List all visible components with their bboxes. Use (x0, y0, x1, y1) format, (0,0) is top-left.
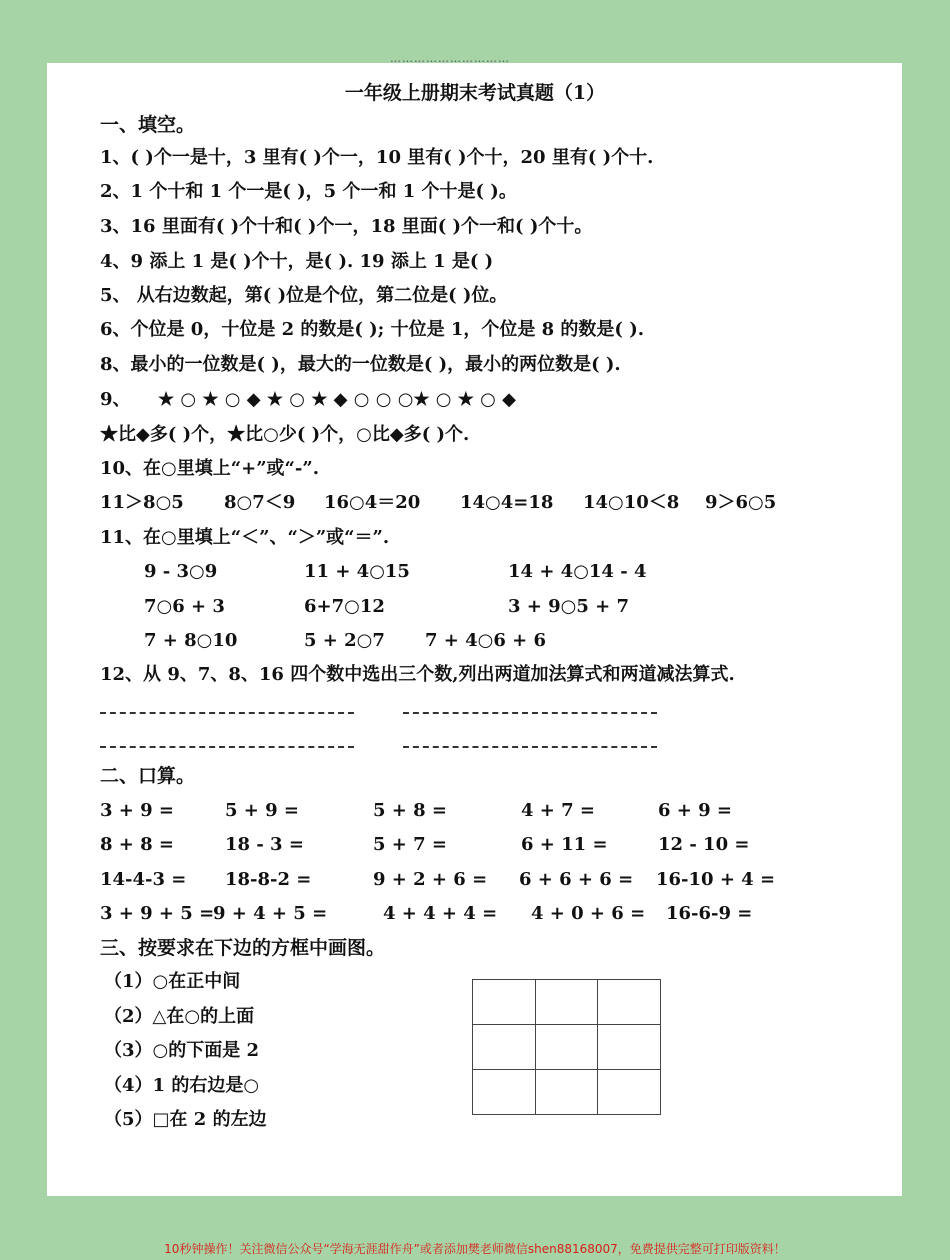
header-scrap: ………………………… (390, 52, 510, 65)
oral-item: 9 + 2 + 6 = (373, 869, 488, 890)
grid-cell (473, 980, 536, 1025)
oral-item: 6 + 6 + 6 = (519, 869, 634, 890)
draw-instruction-2: （2）△在○的上面 (104, 1006, 255, 1027)
answer-line (100, 712, 354, 714)
grid-cell (473, 1070, 536, 1115)
oral-item: 3 + 9 + 5 = (100, 903, 215, 924)
answer-line (403, 712, 657, 714)
q10-item: 11＞8○5 (100, 492, 184, 513)
q11-prompt: 11、在○里填上“＜”、“＞”或“＝”. (100, 527, 390, 548)
section-heading-fill: 一、填空。 (100, 114, 196, 136)
promo-footer: 10秒钟操作！关注微信公众号“学海无涯甜作舟”或者添加樊老师微信shen88168007，免费提供完整可打印版资料！ (164, 1242, 786, 1256)
grid-cell (536, 1025, 599, 1070)
grid-cell (536, 1070, 599, 1115)
oral-item: 6 + 11 = (521, 834, 608, 855)
q11-item: 7○6 + 3 (144, 596, 225, 617)
oral-item: 4 + 7 = (521, 800, 596, 821)
q10-item: 8○7＜9 (224, 492, 296, 513)
oral-item: 16-10 + 4 = (656, 869, 776, 890)
grid-cell (598, 1025, 661, 1070)
section-heading-draw: 三、按要求在下边的方框中画图。 (100, 937, 386, 959)
oral-item: 5 + 7 = (373, 834, 448, 855)
draw-instruction-1: （1）○在正中间 (104, 971, 241, 992)
q9-shape-sequence: ★ ○ ★ ○ ◆ ★ ○ ★ ◆ ○ ○ ○★ ○ ★ ○ ◆ (158, 389, 516, 410)
oral-item: 4 + 4 + 4 = (383, 903, 498, 924)
q9-question: ★比◆多( )个，★比○少( )个，○比◆多( )个. (100, 424, 470, 445)
q9-number: 9、 (100, 389, 131, 410)
grid-cell (473, 1025, 536, 1070)
answer-line (403, 746, 657, 748)
q10-item: 14○10＜8 (583, 492, 680, 513)
q11-item: 9 - 3○9 (144, 561, 218, 582)
oral-item: 18-8-2 = (225, 869, 312, 890)
answer-line (100, 746, 354, 748)
page-title: 一年级上册期末考试真题（1） (344, 82, 606, 104)
oral-item: 5 + 9 = (225, 800, 300, 821)
oral-item: 3 + 9 = (100, 800, 175, 821)
oral-item: 16-6-9 = (666, 903, 753, 924)
fill-question-6: 6、个位是 0，十位是 2 的数是( ); 十位是 1，个位是 8 的数是( ). (100, 319, 644, 340)
q11-item: 3 + 9○5 + 7 (508, 596, 630, 617)
grid-cell (598, 980, 661, 1025)
oral-item: 9 + 4 + 5 = (213, 903, 328, 924)
grid-cell (598, 1070, 661, 1115)
oral-item: 18 - 3 = (225, 834, 304, 855)
oral-item: 5 + 8 = (373, 800, 448, 821)
q10-item: 16○4＝20 (324, 492, 421, 513)
grid-cell (536, 980, 599, 1025)
draw-instruction-3: （3）○的下面是 2 (104, 1040, 260, 1061)
q10-prompt: 10、在○里填上“+”或“-”. (100, 458, 319, 479)
oral-item: 12 - 10 = (658, 834, 750, 855)
oral-item: 6 + 9 = (658, 800, 733, 821)
oral-item: 14-4-3 = (100, 869, 187, 890)
q11-item: 11 + 4○15 (304, 561, 410, 582)
section-heading-oral: 二、口算。 (100, 765, 196, 787)
q11-item: 7 + 8○10 (144, 630, 238, 651)
q11-item: 5 + 2○7 (304, 630, 385, 651)
q10-item: 14○4=18 (460, 492, 554, 513)
q10-item: 9＞6○5 (705, 492, 777, 513)
q12-prompt: 12、从 9、7、8、16 四个数中选出三个数,列出两道加法算式和两道减法算式. (100, 664, 735, 685)
fill-question-3: 3、16 里面有( )个十和( )个一，18 里面( )个一和( )个十。 (100, 216, 593, 237)
oral-item: 4 + 0 + 6 = (531, 903, 646, 924)
q11-item: 7 + 4○6 + 6 (425, 630, 547, 651)
fill-question-8: 8、最小的一位数是( )，最大的一位数是( )，最小的两位数是( ). (100, 354, 621, 375)
drawing-grid (472, 979, 661, 1115)
fill-question-4: 4、9 添上 1 是( )个十，是( ). 19 添上 1 是( ) (100, 251, 494, 272)
q11-item: 14 + 4○14 - 4 (508, 561, 647, 582)
oral-item: 8 + 8 = (100, 834, 175, 855)
draw-instruction-4: （4）1 的右边是○ (104, 1075, 260, 1096)
q11-item: 6+7○12 (304, 596, 385, 617)
fill-question-1: 1、( )个一是十，3 里有( )个一，10 里有( )个十，20 里有( )个十. (100, 147, 654, 168)
fill-question-2: 2、1 个十和 1 个一是( )，5 个一和 1 个十是( )。 (100, 181, 517, 202)
draw-instruction-5: （5）□在 2 的左边 (104, 1109, 267, 1130)
fill-question-5: 5、 从右边数起，第( )位是个位，第二位是( )位。 (100, 285, 508, 306)
